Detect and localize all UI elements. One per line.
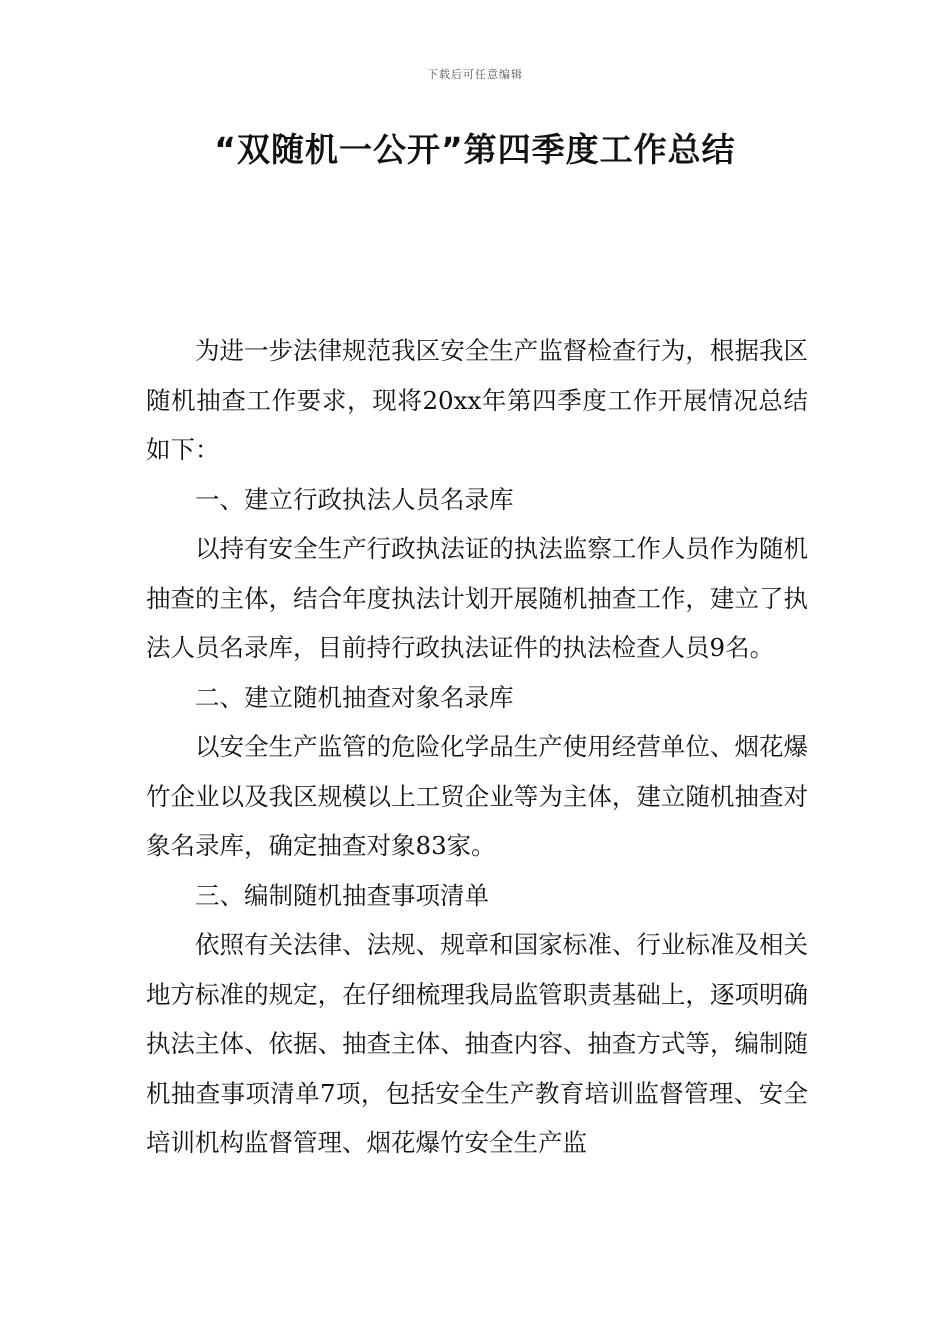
- document-body: [146, 326, 808, 1168]
- section-heading-1: 一、建立行政执法人员名录库: [195, 484, 514, 514]
- section-paragraph-2: 以安全生产监管的危险化学品生产使用经营单位、烟花爆竹企业以及我区规模以上工贸企业等为主体，建立随机抽查对象名录库，确定抽查对象83家。: [146, 732, 808, 860]
- document-title: “双随机一公开”第四季度工作总结: [214, 130, 736, 169]
- section-paragraph-1: 以持有安全生产行政执法证的执法监察工作人员作为随机抽查的主体，结合年度执法计划开展随机抽查工作，建立了执法人员名录库，目前持行政执法证件的执法检查人员9名。: [146, 534, 808, 662]
- section-heading-3: 三、编制随机抽查事项清单: [195, 880, 489, 910]
- header-note: 下载后可任意编辑: [427, 68, 523, 81]
- section-heading-2: 二、建立随机抽查对象名录库: [195, 682, 514, 712]
- section-paragraph-3: 依照有关法律、法规、规章和国家标准、行业标准及相关地方标准的规定，在仔细梳理我局监管职责基础上，逐项明确执法主体、依据、抽查主体、抽查内容、抽查方式等，编制随机抽查事项清单7项，包括安全生产教育培训监督管理、安全培训机构监督管理、烟花爆竹安全生产监: [146, 930, 808, 1157]
- intro-paragraph: 为进一步法律规范我区安全生产监督检查行为，根据我区随机抽查工作要求，现将20xx年第四季度工作开展情况总结如下：: [146, 336, 808, 464]
